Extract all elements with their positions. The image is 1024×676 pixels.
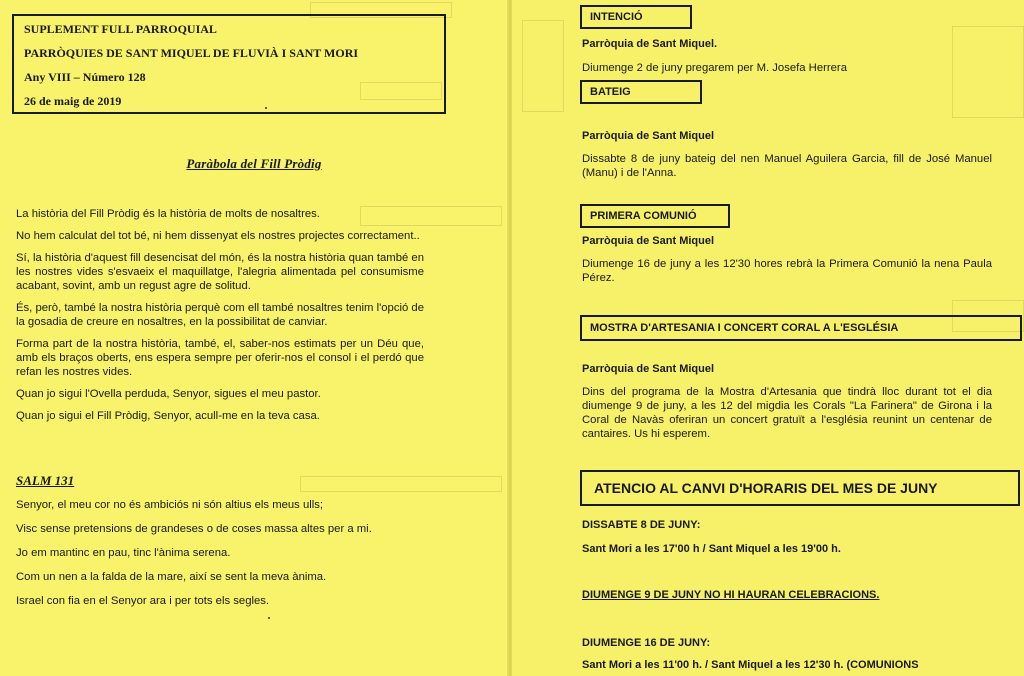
psalm-line: Israel con fia en el Senyor ara i per tots els segles. (16, 595, 270, 607)
comunio-text: Diumenge 16 de juny a les 12'30 hores rebrà la Primera Comunió la nena Paula Pérez. (582, 258, 992, 284)
parable-paragraph: Sí, la història d'aquest fill desencisat del món, és la nostra història quan també en les nostres vides s'esvaeix el maquillatge, l'alegria alimentada pel consumisme acabant, sovint, amb un regust agre de solitud. (16, 252, 424, 292)
parable-paragraph: La història del Fill Pròdig és la història de molts de nosaltres. (16, 208, 320, 220)
bulletin-supplement-title: SUPLEMENT FULL PARROQUIAL (24, 22, 217, 36)
primera-comunio-heading: PRIMERA COMUNIÓ (580, 204, 730, 228)
mostra-parish: Parròquia de Sant Miquel (582, 363, 715, 375)
parable-title: Paràbola del Fill Pròdig (186, 156, 322, 171)
bulletin-issue-number: Any VIII – Número 128 (24, 70, 146, 84)
bateig-parish: Parròquia de Sant Miquel (582, 130, 715, 142)
psalm-body (16, 498, 446, 618)
bulletin-date: 26 de maig de 2019 (24, 94, 122, 108)
diumenge-16-heading: DIUMENGE 16 DE JUNY: (582, 637, 711, 649)
speck (265, 107, 267, 109)
parable-paragraph: Forma part de la nostra història, també, el, saber-nos estimats per un Déu que, amb els braços oberts, ens espera sempre per oferir-nos el consol i el perdó que refan les nostres vides. (16, 338, 424, 378)
show-through-mark (522, 20, 564, 112)
psalm-title: SALM 131 (16, 473, 75, 488)
dissabte-8-times: Sant Mori a les 17'00 h / Sant Miquel a les 19'00 h. (582, 543, 841, 555)
bateig-text: Dissabte 8 de juny bateig del nen Manuel Aguilera Garcia, fill de José Manuel (Manu) i de l'Anna. (582, 153, 992, 179)
diumenge-9-notice: DIUMENGE 9 DE JUNY NO HI HAURAN CELEBRACIONS. (582, 589, 880, 601)
diumenge-16-times: Sant Mori a les 11'00 h. / Sant Miquel a les 12'30 h. (COMUNIONS (582, 659, 919, 671)
show-through-mark (300, 476, 502, 492)
parable-paragraph: És, però, també la nostra història perquè com ell també nosaltres tenim l'opció de la gosadia de creure en nosaltres, en la possibilitat de canviar. (16, 302, 424, 328)
comunio-parish: Parròquia de Sant Miquel (582, 235, 715, 247)
parable-paragraph: No hem calculat del tot bé, ni hem dissenyat els nostres projectes correctament.. (16, 230, 420, 242)
intencio-text: Diumenge 2 de juny pregarem per M. Josefa Herrera (582, 62, 847, 74)
speck (268, 617, 270, 619)
psalm-line: Jo em mantinc en pau, tinc l'ànima serena. (16, 547, 231, 559)
intencio-heading: INTENCIÓ (580, 5, 692, 29)
left-page (0, 0, 508, 676)
mostra-artesania-heading: MOSTRA D'ARTESANIA I CONCERT CORAL A L'ESGLÉSIA (580, 315, 1022, 341)
psalm-line: Com un nen a la falda de la mare, així se sent la meva ànima. (16, 571, 327, 583)
psalm-line: Visc sense pretensions de grandeses o de coses massa altes per a mi. (16, 523, 372, 535)
dissabte-8-heading: DISSABTE 8 DE JUNY: (582, 519, 701, 531)
bulletin-header-box (12, 14, 446, 114)
psalm-line: Senyor, el meu cor no és ambiciós ni són altius els meus ulls; (16, 499, 324, 511)
mostra-text: Dins del programa de la Mostra d'Artesania que tindrà lloc durant tot el dia diumenge 9 de juny, a les 12 del migdia les Corals "La Farinera" de Girona i la Coral de Navàs oferiran un concert gratuït a l'església reunint un centenar de cantaires. Us hi esperem. (582, 386, 992, 440)
parable-paragraph: Quan jo sigui el Fill Pròdig, Senyor, acull-me en la teva casa. (16, 410, 320, 422)
bulletin-parishes-title: PARRÒQUIES DE SANT MIQUEL DE FLUVIÀ I SANT MORI (24, 46, 359, 60)
parable-paragraph: Quan jo sigui l'Ovella perduda, Senyor, sigues el meu pastor. (16, 388, 321, 400)
intencio-parish: Parròquia de Sant Miquel. (582, 38, 718, 50)
bateig-heading: BATEIG (580, 80, 702, 104)
schedule-change-heading: ATENCIO AL CANVI D'HORARIS DEL MES DE JUNY (580, 470, 1020, 506)
parable-body (16, 207, 424, 431)
